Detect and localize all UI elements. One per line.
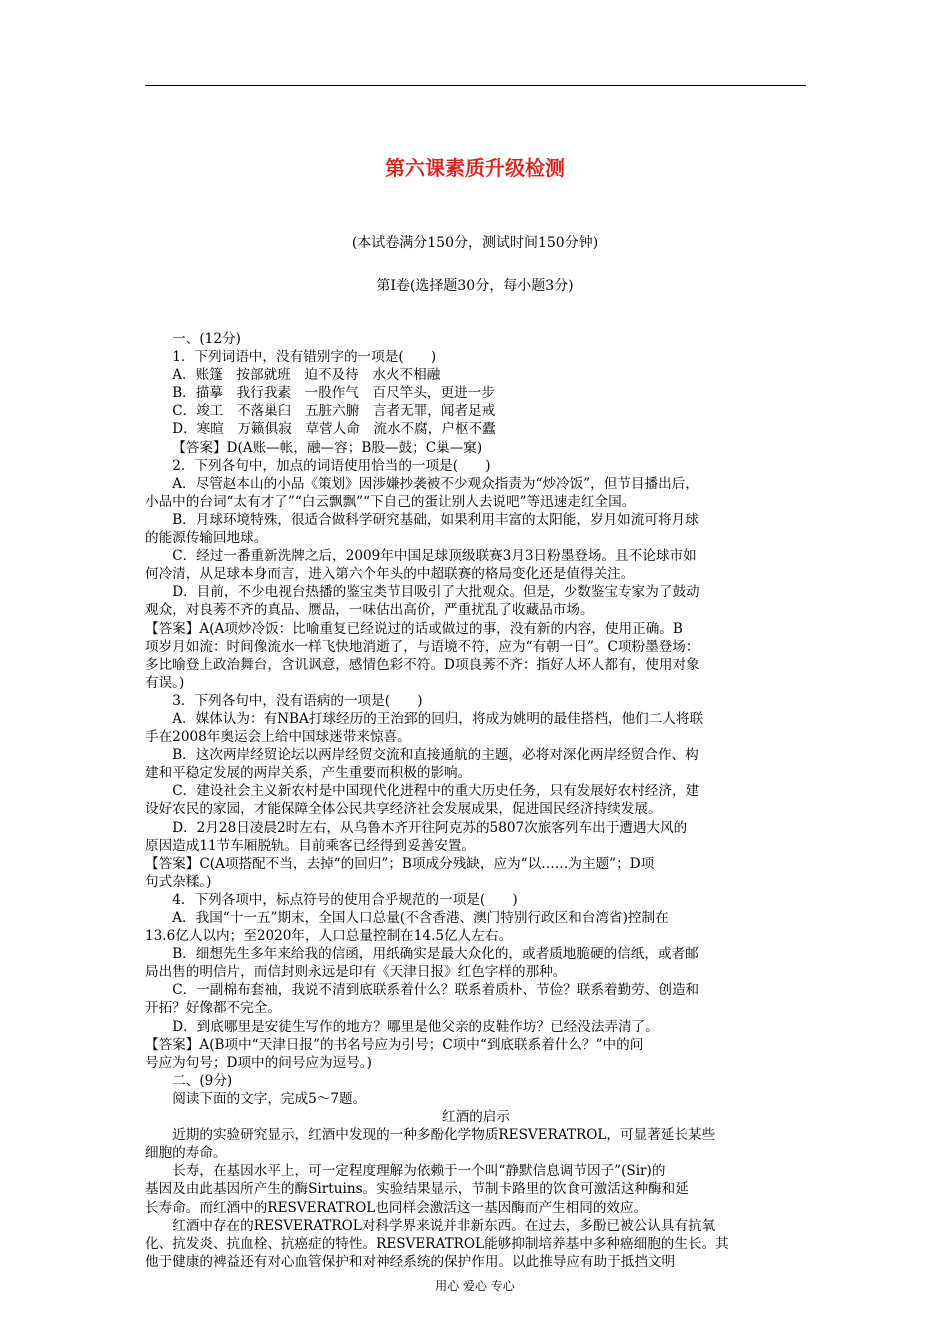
text-line: 4．下列各项中，标点符号的使用合乎规范的一项是( ) <box>172 891 518 908</box>
text-line: 何冷清，从足球本身而言，进入第六个年头的中超联赛的格局变化还是值得关注。 <box>145 566 635 583</box>
text-line: 化、抗发炎、抗血栓、抗癌症的特性。RESVERATROL能够抑制培养基中多种癌细胞的生长。其 <box>145 1235 729 1252</box>
text-line: 长寿命。而红酒中的RESVERATROL也同样会激活这一基因酶而产生相同的效应。 <box>145 1199 648 1216</box>
text-line: 基因及由此基因所产生的酶Sirtuins。实验结果显示，节制卡路里的饮食可激活这种酶和延 <box>145 1181 689 1198</box>
text-line: 观众，对良莠不齐的真品、赝品，一味估出高价，严重扰乱了收藏品市场。 <box>145 602 594 619</box>
header-rule <box>145 85 806 86</box>
text-line: D．寒暄 万籁俱寂 草菅人命 流水不腐，户枢不蠹 <box>172 421 496 438</box>
text-line: A．账篷 按部就班 迫不及待 水火不相融 <box>172 367 441 384</box>
text-line: B．这次两岸经贸论坛以两岸经贸交流和直接通航的主题，必将对深化两岸经贸合作、构 <box>172 747 699 764</box>
exam-info: (本试卷满分150分，测试时间150分钟) <box>351 235 599 251</box>
text-line: B．描摹 我行我素 一股作气 百尺竿头，更进一步 <box>172 385 495 402</box>
text-line: C．经过一番重新洗牌之后，2009年中国足球顶级联赛3月3日粉墨登场。且不论球市如 <box>172 548 697 565</box>
text-line: 建和平稳定发展的两岸关系，产生重要而积极的影响。 <box>145 765 472 782</box>
text-line: C．竣工 不落巢臼 五脏六腑 言者无罪，闻者足戒 <box>172 403 496 420</box>
text-line: 【答案】C(A项搭配不当，去掉“的回归”；B项成分残缺，应为“以……为主题”；D项 <box>145 855 655 872</box>
text-line: C．建设社会主义新农村是中国现代化进程中的重大历史任务，只有发展好农村经济，建 <box>172 783 700 800</box>
text-line: 细胞的寿命。 <box>145 1145 227 1162</box>
text-line: 1．下列词语中，没有错别字的一项是( ) <box>172 349 437 366</box>
text-line: 【答案】D(A账—帐，融—容；B股—鼓；C巢—窠) <box>172 439 483 456</box>
text-line: 号应为句号；D项中的问号应为逗号。) <box>145 1054 372 1071</box>
text-line: 近期的实验研究显示，红酒中发现的一种多酚化学物质RESVERATROL，可显著延长某些 <box>172 1127 716 1144</box>
text-line: 项岁月如流：时间像流水一样飞快地消逝了，与语境不符，应为“有朝一日”。C项粉墨登场： <box>145 638 700 655</box>
text-line: 3．下列各句中，没有语病的一项是( ) <box>172 692 423 709</box>
text-line: 手在2008年奥运会上给中国球迷带来惊喜。 <box>145 729 411 746</box>
text-line: 13.6亿人以内；至2020年，人口总量控制在14.5亿人左右。 <box>145 928 513 945</box>
text-line: 原因造成11节车厢脱轨。目前乘客已经得到妥善安置。 <box>145 837 475 854</box>
text-line: A．我国“十一五”期末，全国人口总量(不含香港、澳门特别行政区和台湾省)控制在 <box>172 910 669 926</box>
text-line: B．细想先生多年来给我的信函，用纸确实是最大众化的，或者质地脆硬的信纸，或者邮 <box>172 946 699 963</box>
text-line: D．到底哪里是安徒生写作的地方？哪里是他父亲的皮鞋作坊？已经没法弄清了。 <box>172 1018 659 1035</box>
text-line: 局出售的明信片，而信封则永远是印有《天津日报》红色字样的那种。 <box>145 964 567 981</box>
text-line: A．尽管赵本山的小品《策划》因涉嫌抄袭被不少观众指责为“炒冷饭”，但节目播出后， <box>172 475 699 492</box>
text-line: D．2月28日凌晨2时左右，从乌鲁木齐开往阿克苏的5807次旅客列车出于遭遇大风的 <box>172 819 688 836</box>
text-line: 2．下列各句中，加点的词语使用恰当的一项是( ) <box>172 457 491 474</box>
text-line: 【答案】A(B项中“天津日报”的书名号应为引号；C项中“到底联系着什么？”中的问 <box>145 1036 644 1053</box>
text-line: 他于健康的裨益还有对心血管保护和对神经系统的保护作用。以此推导应有助于抵挡文明 <box>145 1253 676 1270</box>
text-line: A．媒体认为：有NBA打球经历的王治郅的回归，将成为姚明的最佳搭档，他们二人将联 <box>172 710 704 727</box>
text-line: 红酒中存在的RESVERATROL对科学界来说并非新东西。在过去，多酚已被公认具有抗氧 <box>172 1217 716 1234</box>
document-body <box>145 330 807 1271</box>
text-line: 二、(9分) <box>172 1072 233 1089</box>
text-line: 一、(12分) <box>172 331 241 347</box>
part-heading: 第Ⅰ卷(选择题30分，每小题3分) <box>376 278 574 294</box>
text-line: 【答案】A(A项炒冷饭：比喻重复已经说过的话或做过的事，没有新的内容，使用正确。B <box>145 620 683 637</box>
text-line: 阅读下面的文字，完成5～7题。 <box>172 1090 367 1107</box>
text-line: 多比喻登上政治舞台，含讥讽意，感情色彩不符。D项良莠不齐：指好人坏人都有，使用对象 <box>145 656 700 673</box>
text-line: 句式杂糅。) <box>145 873 212 890</box>
text-line: B．月球环境特殊，很适合做科学研究基础，如果利用丰富的太阳能，岁月如流可将月球 <box>172 511 699 528</box>
text-line: C．一副棉布套袖，我说不清到底联系着什么？联系着质朴、节俭？联系着勤劳、创造和 <box>172 982 700 999</box>
page-title: 第六课素质升级检测 <box>385 156 565 180</box>
text-line: 有误。) <box>145 674 185 691</box>
text-line: 红酒的启示 <box>442 1109 510 1126</box>
text-line: 小品中的台词“太有才了”“白云飘飘”“下自己的蛋让别人去说吧”等迅速走红全国。 <box>145 493 636 510</box>
text-line: 设好农民的家园，才能保障全体公民共享经济社会发展成果，促进国民经济持续发展。 <box>145 801 662 818</box>
text-line: 的能源传输回地球。 <box>145 530 268 547</box>
text-line: D．目前，不少电视台热播的鉴宝类节目吸引了大批观众。但是，少数鉴宝专家为了鼓动 <box>172 584 700 601</box>
text-line: 开拓？好像都不完全。 <box>145 1000 281 1017</box>
page-footer: 用心 爱心 专心 <box>435 1279 515 1293</box>
text-line: 长寿，在基因水平上，可一定程度理解为依赖于一个叫“静默信息调节因子”(Sir)的 <box>172 1163 666 1180</box>
